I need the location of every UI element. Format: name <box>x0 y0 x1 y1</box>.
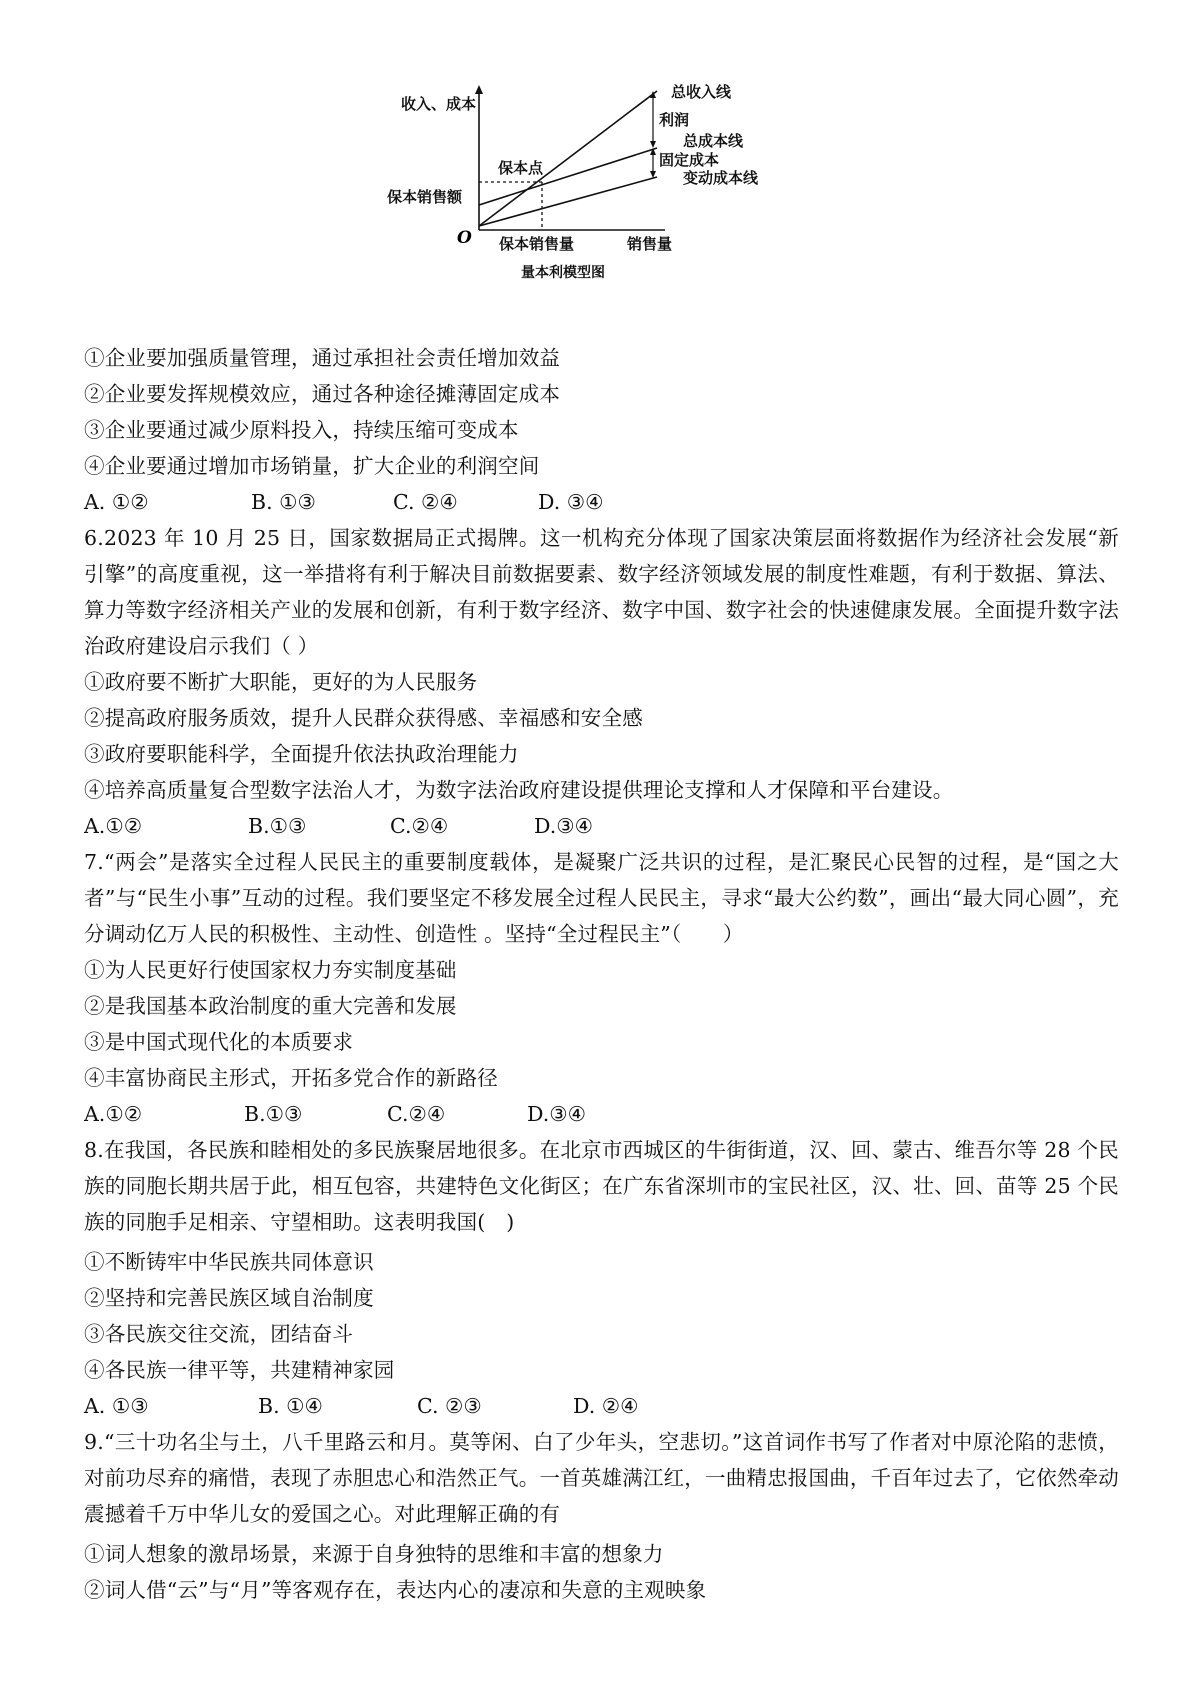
question-content <box>84 340 1119 1608</box>
q8-item-4: ④各民族一律平等，共建精神家园 <box>84 1358 395 1382</box>
y-axis-arrow <box>475 85 483 94</box>
profit-label: 利润 <box>659 111 690 129</box>
q6-item-4: ④培养高质量复合型数字法治人才，为数字法治政府建设提供理论支撑和人才保障和平台建设。 <box>84 778 954 802</box>
fixed-cost-label: 固定成本 <box>659 151 720 169</box>
q5-item-3: ③企业要通过减少原料投入，持续压缩可变成本 <box>84 418 519 442</box>
q8-item-3: ③各民族交往交流，团结奋斗 <box>84 1322 354 1346</box>
q6-stem: 6.2023 年 10 月 25 日，国家数据局正式揭牌。这一机构充分体现了国家决策层面将数据作为经济社会发展“新引擎”的高度重视，这一举措将有利于解决目前数据要素、数字经济领域发展的制度性难题，有利于数据、算法、算力等数字经济相关产业的发展和创新，有利于数字经济、数字中国、数字社会的快速健康发展。全面提升数字法治政府建设启示我们（ ） <box>84 526 1119 658</box>
q8-stem: 8.在我国，各民族和睦相处的多民族聚居地很多。在北京市西城区的牛街街道，汉、回、蒙古、维吾尔等 28 个民族的同胞长期共居于此，相互包容，共建特色文化街区；在广东省深圳市的宝民社区，汉、壮、回、苗等 25 个民族的同胞手足相亲、守望相助。这表明我国( ) <box>84 1138 1119 1234</box>
q7-stem: 7.“两会”是落实全过程人民民主的重要制度载体，是凝聚广泛共识的过程，是汇聚民心民智的过程，是“国之大者”与“民生小事”互动的过程。我们要坚定不移发展全过程人民民主，寻求“最大公约数”，画出“最大同心圆”，充分调动亿万人民的积极性、主动性、创造性 。坚持“全过程民主”（ ） <box>84 850 1119 946</box>
q6-option-b[interactable]: B.①③ <box>248 814 307 838</box>
y-axis-label: 收入、成本 <box>401 95 477 113</box>
q8-option-c[interactable]: C. ②③ <box>417 1394 482 1418</box>
break-even-volume-label: 保本销售量 <box>499 235 575 253</box>
q7-option-b[interactable]: B.①③ <box>244 1102 303 1126</box>
q5-option-b[interactable]: B. ①③ <box>251 490 316 514</box>
break-even-amount-label: 保本销售额 <box>387 188 463 206</box>
q9-stem: 9.“三十功名尘与土，八千里路云和月。莫等闲、白了少年头，空悲切。”这首词作书写了作者对中原沦陷的悲愤，对前功尽弃的痛惜，表现了赤胆忠心和浩然正气。一首英雄满江红，一曲精忠报国曲，千百年过去了，它依然牵动震撼着千万中华儿女的爱国之心。对此理解正确的有 <box>84 1430 1119 1526</box>
q6-option-a[interactable]: A.①② <box>84 814 143 838</box>
q7-options <box>84 1096 1119 1132</box>
x-axis-label: 销售量 <box>627 235 673 253</box>
profit-bracket-arrow-down <box>650 141 656 148</box>
q6-options <box>84 808 1119 844</box>
q7-option-a[interactable]: A.①② <box>84 1102 143 1126</box>
q6-item-3: ③政府要职能科学，全面提升依法执政治理能力 <box>84 742 519 766</box>
q5-option-c[interactable]: C. ②④ <box>393 490 458 514</box>
q6-item-1: ①政府要不断扩大职能，更好的为人民服务 <box>84 670 478 694</box>
q5-option-d[interactable]: D. ③④ <box>538 490 604 514</box>
cvp-model-figure <box>387 83 835 305</box>
q8-options <box>84 1388 1119 1424</box>
total-cost-line-label: 总成本线 <box>683 132 744 150</box>
q6-option-c[interactable]: C.②④ <box>390 814 449 838</box>
q8-option-b[interactable]: B. ①④ <box>258 1394 323 1418</box>
q7-item-4: ④丰富协商民主形式，开拓多党合作的新路径 <box>84 1066 498 1090</box>
figure-caption: 量本利模型图 <box>521 265 605 281</box>
q5-item-4: ④企业要通过增加市场销量，扩大企业的利润空间 <box>84 454 540 478</box>
q5-options <box>84 484 1119 520</box>
origin-label: O <box>457 228 472 248</box>
total-revenue-line-label: 总收入线 <box>671 83 732 101</box>
variable-cost-line-label: 变动成本线 <box>683 169 759 187</box>
q5-item-2: ②企业要发挥规模效应，通过各种途径摊薄固定成本 <box>84 382 561 406</box>
q8-item-2: ②坚持和完善民族区域自治制度 <box>84 1286 374 1310</box>
q7-item-3: ③是中国式现代化的本质要求 <box>84 1030 354 1054</box>
q6-item-2: ②提高政府服务质效，提升人民群众获得感、幸福感和安全感 <box>84 706 643 730</box>
q9-item-2: ②词人借“云”与“月”等客观存在，表达内心的凄凉和失意的主观映象 <box>84 1578 707 1602</box>
q6-option-d[interactable]: D.③④ <box>534 814 593 838</box>
q7-item-2: ②是我国基本政治制度的重大完善和发展 <box>84 994 457 1018</box>
q5-option-a[interactable]: A. ①② <box>84 490 149 514</box>
q9-item-1: ①词人想象的激昂场景，来源于自身独特的思维和丰富的想象力 <box>84 1542 664 1566</box>
q7-option-d[interactable]: D.③④ <box>527 1102 586 1126</box>
break-even-point-label: 保本点 <box>498 159 544 177</box>
q7-item-1: ①为人民更好行使国家权力夯实制度基础 <box>84 958 457 982</box>
cvp-model-chart <box>387 83 835 305</box>
q7-option-c[interactable]: C.②④ <box>387 1102 446 1126</box>
q5-item-1: ①企业要加强质量管理，通过承担社会责任增加效益 <box>84 346 561 370</box>
q8-item-1: ①不断铸牢中华民族共同体意识 <box>84 1250 374 1274</box>
q8-option-d[interactable]: D. ②④ <box>573 1394 639 1418</box>
q8-option-a[interactable]: A. ①③ <box>84 1394 149 1418</box>
variable-cost-line <box>479 177 657 226</box>
